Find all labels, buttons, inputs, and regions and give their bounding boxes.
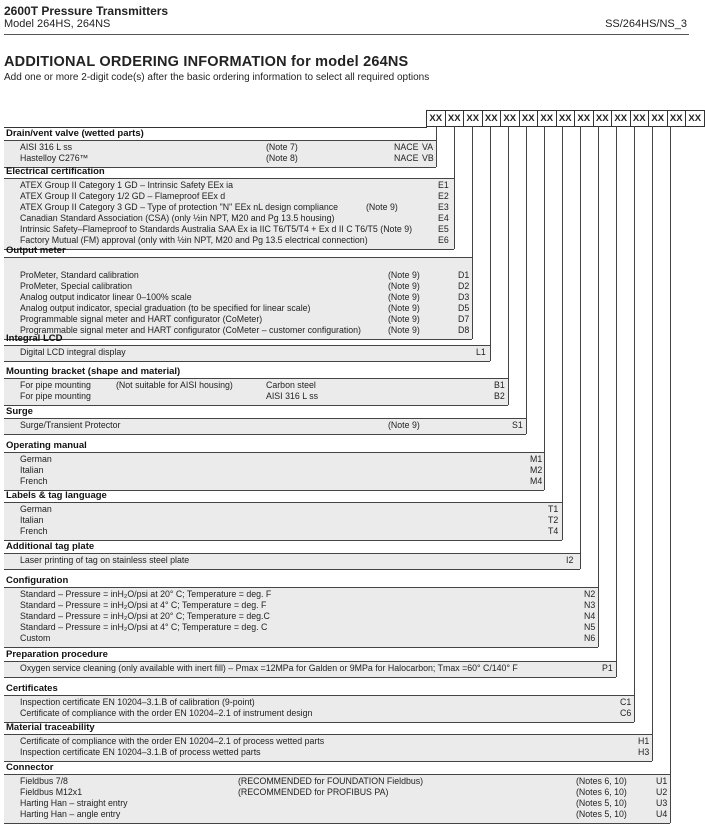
connector-line bbox=[436, 126, 437, 167]
code-placeholder-box: XX bbox=[611, 110, 631, 127]
option-description: German bbox=[20, 454, 52, 464]
option-description: AISI 316 L ss bbox=[20, 142, 72, 152]
option-code: B2 bbox=[494, 391, 505, 401]
section-0 bbox=[4, 128, 436, 168]
option-row bbox=[4, 314, 472, 325]
section-13 bbox=[4, 762, 670, 824]
option-description: Inspection certificate EN 10204–3.1.B of calibration (9-point) bbox=[20, 697, 255, 707]
option-row bbox=[4, 153, 436, 164]
option-extra: (RECOMMENDED for PROFIBUS PA) bbox=[238, 787, 389, 797]
section-body bbox=[4, 774, 670, 824]
header-title: 2600T Pressure Transmitters bbox=[4, 4, 169, 18]
section-title: Mounting bracket (shape and material) bbox=[6, 366, 181, 377]
option-code: T2 bbox=[548, 515, 559, 525]
option-description: Surge/Transient Protector bbox=[20, 420, 121, 430]
code-placeholder-box: XX bbox=[556, 110, 576, 127]
option-code: N5 bbox=[584, 622, 596, 632]
section-body bbox=[4, 553, 580, 570]
section-title: Drain/vent valve (wetted parts) bbox=[6, 128, 144, 139]
option-row bbox=[4, 259, 472, 270]
option-row bbox=[4, 600, 598, 611]
code-boxes-row bbox=[427, 110, 705, 127]
connector-line bbox=[616, 126, 617, 677]
connector-line bbox=[670, 126, 671, 823]
option-code: S1 bbox=[512, 420, 523, 430]
option-row bbox=[4, 504, 562, 515]
option-code: VA bbox=[422, 142, 434, 152]
option-row bbox=[4, 708, 634, 719]
option-row bbox=[4, 633, 598, 644]
option-code: D7 bbox=[458, 314, 470, 324]
option-note: (Notes 5, 10) bbox=[576, 798, 627, 808]
option-row bbox=[4, 515, 562, 526]
option-extra: (RECOMMENDED for FOUNDATION Fieldbus) bbox=[238, 776, 424, 786]
option-description: Oxygen service cleaning (only available with inert fill) – Pmax =12MPa for Galden or 9MPa for Halocarbon; Tmax =60° C/140° F bbox=[20, 663, 518, 673]
section-title: Material traceability bbox=[6, 722, 95, 733]
code-placeholder-box: XX bbox=[574, 110, 594, 127]
option-code: T4 bbox=[548, 526, 559, 536]
section-body bbox=[4, 695, 634, 723]
option-code: U2 bbox=[656, 787, 668, 797]
option-row bbox=[4, 736, 652, 747]
option-row bbox=[4, 809, 670, 820]
option-description: Italian bbox=[20, 515, 44, 525]
option-description: Inspection certificate EN 10204–3.1.B of process wetted parts bbox=[20, 747, 261, 757]
option-code: H1 bbox=[638, 736, 650, 746]
section-title: Configuration bbox=[6, 575, 69, 586]
option-row bbox=[4, 142, 436, 153]
section-10 bbox=[4, 649, 616, 678]
option-row bbox=[4, 798, 670, 809]
section-2 bbox=[4, 245, 472, 340]
option-row bbox=[4, 697, 634, 708]
code-placeholder-box: XX bbox=[482, 110, 502, 127]
option-code: U4 bbox=[656, 809, 668, 819]
option-row bbox=[4, 787, 670, 798]
option-description: Standard – Pressure = inH₂O/psi at 4° C; Temperature = deg. F bbox=[20, 600, 267, 610]
option-code: B1 bbox=[494, 380, 505, 390]
option-description: Hastelloy C276™ bbox=[20, 153, 89, 163]
section-title: Electrical certification bbox=[6, 166, 105, 177]
option-description: Harting Han – straight entry bbox=[20, 798, 128, 808]
option-note: (Note 9) bbox=[388, 420, 420, 430]
section-title: Certificates bbox=[6, 683, 58, 694]
option-row bbox=[4, 202, 454, 213]
option-code: N3 bbox=[584, 600, 596, 610]
option-row bbox=[4, 555, 580, 566]
option-note: (Note 9) bbox=[366, 202, 398, 212]
option-description: Digital LCD integral display bbox=[20, 347, 126, 357]
option-description: French bbox=[20, 476, 48, 486]
option-extra: NACE bbox=[394, 142, 419, 152]
section-body bbox=[4, 140, 436, 168]
code-placeholder-box: XX bbox=[537, 110, 557, 127]
section-7 bbox=[4, 490, 562, 541]
code-placeholder-box: XX bbox=[667, 110, 687, 127]
code-placeholder-box: XX bbox=[685, 110, 705, 127]
option-note: (Note 9) bbox=[388, 314, 420, 324]
option-note: (Note 9) bbox=[388, 281, 420, 291]
option-description: Analog output indicator, special graduation (to be specified for linear scale) bbox=[20, 303, 311, 313]
option-row bbox=[4, 476, 544, 487]
option-row bbox=[4, 391, 508, 402]
option-code: N6 bbox=[584, 633, 596, 643]
option-description: For pipe mounting bbox=[20, 380, 91, 390]
section-body bbox=[4, 257, 472, 340]
option-description: Fieldbus M12x1 bbox=[20, 787, 83, 797]
doc-reference: SS/264HS/NS_3 bbox=[605, 18, 687, 30]
section-title: Operating manual bbox=[6, 440, 87, 451]
option-row bbox=[4, 776, 670, 787]
option-row bbox=[4, 380, 508, 391]
option-extra: Carbon steel bbox=[266, 380, 316, 390]
option-code: D1 bbox=[458, 270, 470, 280]
option-code: M1 bbox=[530, 454, 543, 464]
page-subtitle: Add one or more 2-digit code(s) after the basic ordering information to select all required options bbox=[4, 72, 430, 83]
option-row bbox=[4, 292, 472, 303]
section-8 bbox=[4, 541, 580, 570]
option-code: C1 bbox=[620, 697, 632, 707]
option-description: For pipe mounting bbox=[20, 391, 91, 401]
option-extra: AISI 316 L ss bbox=[266, 391, 318, 401]
section-title: Labels & tag language bbox=[6, 490, 107, 501]
section-11 bbox=[4, 683, 634, 723]
section-title: Connector bbox=[6, 762, 54, 773]
option-code: M4 bbox=[530, 476, 543, 486]
option-description: ProMeter, Special calibration bbox=[20, 281, 132, 291]
option-code: M2 bbox=[530, 465, 543, 475]
option-code: N2 bbox=[584, 589, 596, 599]
connector-line bbox=[544, 126, 545, 490]
section-title: Surge bbox=[6, 406, 33, 417]
section-body bbox=[4, 502, 562, 541]
header-divider bbox=[4, 34, 689, 35]
option-note: (Note 9) bbox=[388, 292, 420, 302]
section-6 bbox=[4, 440, 544, 491]
option-code: D2 bbox=[458, 281, 470, 291]
option-description: German bbox=[20, 504, 52, 514]
option-code: E5 bbox=[438, 224, 449, 234]
option-note: (Note 7) bbox=[266, 142, 298, 152]
option-description: Certificate of compliance with the order EN 10204–2.1 of instrument design bbox=[20, 708, 313, 718]
section-body bbox=[4, 178, 454, 250]
header-subtitle: Model 264HS, 264NS bbox=[4, 18, 111, 30]
option-note: (Note 9) bbox=[388, 325, 420, 335]
option-row bbox=[4, 611, 598, 622]
option-code: D5 bbox=[458, 303, 470, 313]
option-row bbox=[4, 224, 454, 235]
option-description: Intrinsic Safety–Flameproof to Standards Australia SAA Ex ia IIC T6/T5/T4 + Ex d II C T6/T5 (Note 9) bbox=[20, 224, 413, 234]
option-description: French bbox=[20, 526, 48, 536]
section-4 bbox=[4, 366, 508, 406]
option-code: E2 bbox=[438, 191, 449, 201]
connector-line bbox=[580, 126, 581, 569]
option-description: Canadian Standard Association (CSA) (only ½in NPT, M20 and Pg 13.5 housing) bbox=[20, 213, 335, 223]
option-code: C6 bbox=[620, 708, 632, 718]
option-note: (Note 9) bbox=[388, 270, 420, 280]
connector-line bbox=[652, 126, 653, 761]
option-row bbox=[4, 281, 472, 292]
option-row bbox=[4, 589, 598, 600]
option-description: Standard – Pressure = inH₂O/psi at 4° C; Temperature = deg. C bbox=[20, 622, 268, 632]
option-description: Certificate of compliance with the order EN 10204–2.1 of process wetted parts bbox=[20, 736, 325, 746]
option-description: Custom bbox=[20, 633, 51, 643]
option-description: ATEX Group II Category 3 GD – Type of protection "N" EEx nL design compliance bbox=[20, 202, 339, 212]
option-row bbox=[4, 303, 472, 314]
section-title: Integral LCD bbox=[6, 333, 63, 344]
option-description: Programmable signal meter and HART configurator (CoMeter) bbox=[20, 314, 263, 324]
section-body bbox=[4, 345, 490, 362]
option-code: VB bbox=[422, 153, 434, 163]
option-row bbox=[4, 526, 562, 537]
option-row bbox=[4, 454, 544, 465]
option-code: P1 bbox=[602, 663, 613, 673]
option-row bbox=[4, 465, 544, 476]
code-placeholder-box: XX bbox=[500, 110, 520, 127]
code-placeholder-box: XX bbox=[463, 110, 483, 127]
option-code: I2 bbox=[566, 555, 574, 565]
option-description: Fieldbus 7/8 bbox=[20, 776, 68, 786]
code-placeholder-box: XX bbox=[519, 110, 539, 127]
option-code: T1 bbox=[548, 504, 559, 514]
option-code: D8 bbox=[458, 325, 470, 335]
code-placeholder-box: XX bbox=[630, 110, 650, 127]
connector-line bbox=[472, 126, 473, 339]
option-row bbox=[4, 420, 526, 431]
section-body bbox=[4, 418, 526, 435]
option-row bbox=[4, 663, 616, 674]
section-body bbox=[4, 378, 508, 406]
code-placeholder-box: XX bbox=[593, 110, 613, 127]
option-code: E6 bbox=[438, 235, 449, 245]
option-code: E1 bbox=[438, 180, 449, 190]
option-row bbox=[4, 270, 472, 281]
option-code: L1 bbox=[476, 347, 486, 357]
section-1 bbox=[4, 166, 454, 250]
option-row bbox=[4, 191, 454, 202]
section-title: Output meter bbox=[6, 245, 66, 256]
connector-line bbox=[508, 126, 509, 405]
option-code: U1 bbox=[656, 776, 668, 786]
page-title: ADDITIONAL ORDERING INFORMATION for model 264NS bbox=[4, 54, 409, 70]
option-note: (Note 8) bbox=[266, 153, 298, 163]
section-title: Preparation procedure bbox=[6, 649, 108, 660]
option-description: ATEX Group II Category 1/2 GD – Flameproof EEx d bbox=[20, 191, 226, 201]
connector-line bbox=[598, 126, 599, 647]
option-code: D3 bbox=[458, 292, 470, 302]
section-9 bbox=[4, 575, 598, 648]
section-12 bbox=[4, 722, 652, 762]
option-description: Standard – Pressure = inH₂O/psi at 20° C; Temperature = deg. F bbox=[20, 589, 272, 599]
code-placeholder-box: XX bbox=[426, 110, 446, 127]
option-description: Factory Mutual (FM) approval (only with ½in NPT, M20 and Pg 13.5 electrical connection) bbox=[20, 235, 368, 245]
section-title: Additional tag plate bbox=[6, 541, 95, 552]
section-body bbox=[4, 587, 598, 648]
option-extra: NACE bbox=[394, 153, 419, 163]
option-note: (Notes 6, 10) bbox=[576, 776, 627, 786]
option-row bbox=[4, 213, 454, 224]
option-description: ATEX Group II Category 1 GD – Intrinsic Safety EEx ia bbox=[20, 180, 234, 190]
option-code: U3 bbox=[656, 798, 668, 808]
section-body bbox=[4, 661, 616, 678]
option-code: H3 bbox=[638, 747, 650, 757]
option-note: (Not suitable for AISI housing) bbox=[116, 380, 233, 390]
code-placeholder-box: XX bbox=[648, 110, 668, 127]
connector-line bbox=[562, 126, 563, 540]
section-body bbox=[4, 734, 652, 762]
option-description: Programmable signal meter and HART configurator (CoMeter – customer configuration) bbox=[20, 325, 361, 335]
option-description: Harting Han – angle entry bbox=[20, 809, 121, 819]
option-note: (Notes 5, 10) bbox=[576, 809, 627, 819]
code-placeholder-box: XX bbox=[445, 110, 465, 127]
option-note: (Notes 6, 10) bbox=[576, 787, 627, 797]
option-code: E3 bbox=[438, 202, 449, 212]
option-description: ProMeter, Standard calibration bbox=[20, 270, 139, 280]
option-description: Analog output indicator linear 0–100% scale bbox=[20, 292, 192, 302]
connector-line bbox=[490, 126, 491, 361]
option-row bbox=[4, 347, 490, 358]
connector-line bbox=[634, 126, 635, 722]
section-3 bbox=[4, 333, 490, 362]
option-description: Standard – Pressure = inH₂O/psi at 20° C; Temperature = deg.C bbox=[20, 611, 270, 621]
option-row bbox=[4, 180, 454, 191]
option-description: Laser printing of tag on stainless steel plate bbox=[20, 555, 190, 565]
option-code: E4 bbox=[438, 213, 449, 223]
option-note: (Note 9) bbox=[388, 303, 420, 313]
option-code: N4 bbox=[584, 611, 596, 621]
option-row bbox=[4, 622, 598, 633]
section-body bbox=[4, 452, 544, 491]
option-row bbox=[4, 747, 652, 758]
connector-line bbox=[454, 126, 455, 249]
connector-line bbox=[526, 126, 527, 434]
section-5 bbox=[4, 406, 526, 435]
option-description: Italian bbox=[20, 465, 44, 475]
